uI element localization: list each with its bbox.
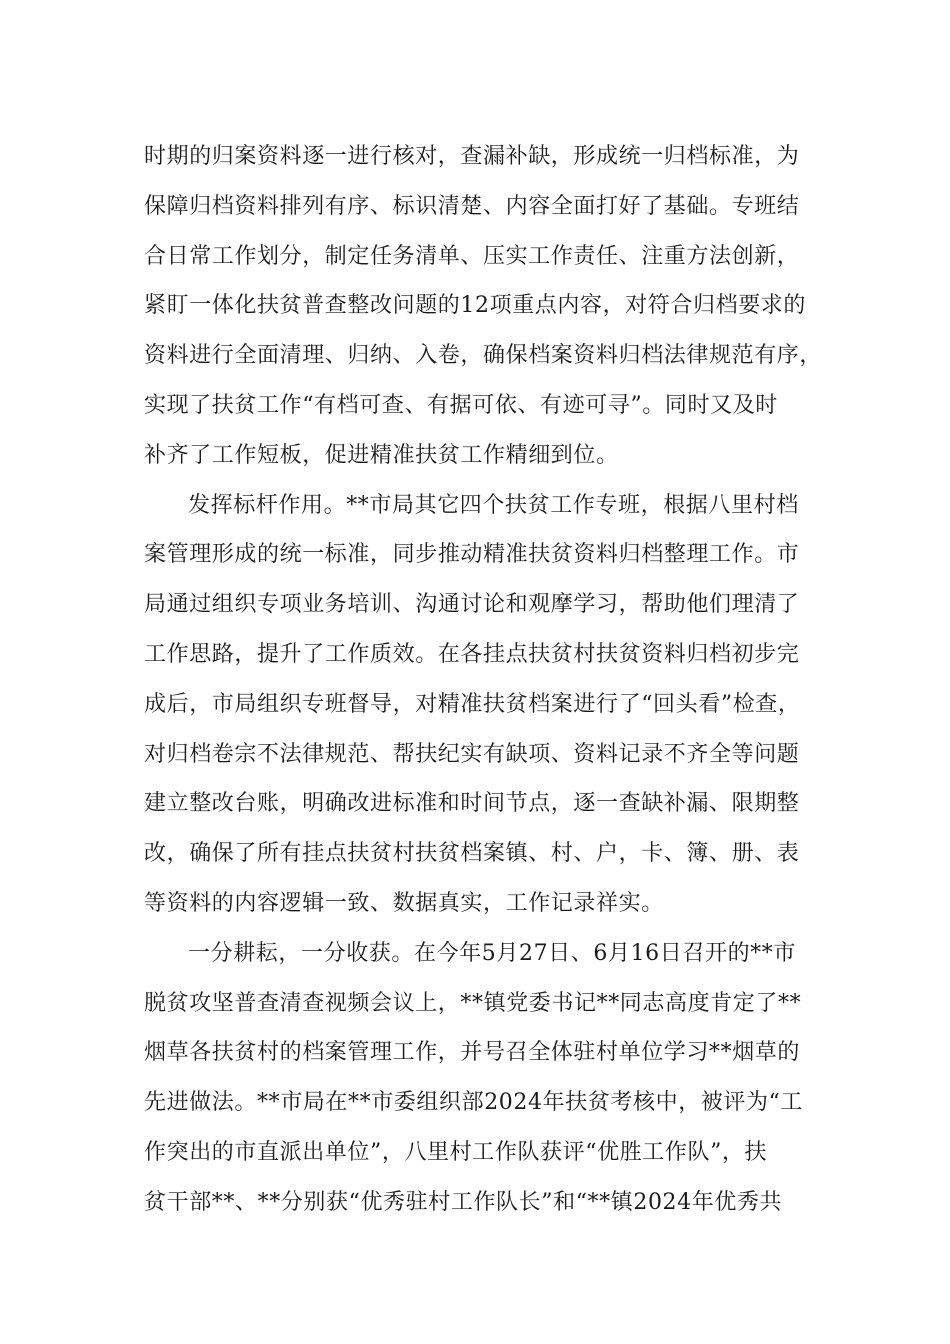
text-line: 烟草各扶贫村的档案管理工作，并号召全体驻村单位学习**烟草的 xyxy=(144,1040,801,1066)
text-line: 建立整改台账，明确改进标准和时间节点，逐一查缺补漏、限期整 xyxy=(144,791,800,817)
text-line: 保障归档资料排列有序、标识清楚、内容全面打好了基础。专班结 xyxy=(144,193,800,219)
paragraph-start-line: 一分耕耘，一分收获。在今年5月27日、6月16日召开的**市 xyxy=(188,940,796,966)
body-text xyxy=(144,132,834,1228)
text-line: 成后，市局组织专班督导，对精准扶贫档案进行了“回头看”检查， xyxy=(144,691,801,717)
text-line: 紧盯一体化扶贫普查整改问题的12项重点内容，对符合归档要求的 xyxy=(144,293,806,319)
text-line: 合日常工作划分，制定任务清单、压实工作责任、注重方法创新， xyxy=(144,243,800,269)
text-line: 贫干部**、**分别获“优秀驻村工作队长”和“**镇2024年优秀共 xyxy=(144,1189,783,1215)
text-line: 时期的归案资料逐一进行核对，查漏补缺，形成统一归档标准，为 xyxy=(144,144,800,169)
text-line: 补齐了工作短板，促进精准扶贫工作精细到位。 xyxy=(144,442,619,468)
paragraph-start-line: 发挥标杆作用。**市局其它四个扶贫工作专班，根据八里村档 xyxy=(188,492,799,518)
text-line: 等资料的内容逻辑一致、数据真实，工作记录祥实。 xyxy=(144,890,664,916)
text-line: 案管理形成的统一标准，同步推动精准扶贫资料归档整理工作。市 xyxy=(144,542,800,568)
text-line: 资料进行全面清理、归纳、入卷，确保档案资料归档法律规范有序， xyxy=(144,343,823,369)
text-line: 实现了扶贫工作“有档可查、有据可依、有迹可寻”。同时又及时 xyxy=(144,392,778,418)
text-line: 局通过组织专项业务培训、沟通讨论和观摩学习，帮助他们理清了 xyxy=(144,592,800,618)
text-line: 先进做法。**市局在**市委组织部2024年扶贫考核中，被评为“工 xyxy=(144,1090,804,1116)
text-line: 工作思路，提升了工作质效。在各挂点扶贫村扶贫资料归档初步完 xyxy=(144,641,800,667)
text-line: 脱贫攻坚普查清查视频会议上，**镇党委书记**同志高度肯定了** xyxy=(144,990,802,1016)
text-line: 对归档卷宗不法律规范、帮扶纪实有缺项、资料记录不齐全等问题 xyxy=(144,741,800,767)
text-line: 作突出的市直派出单位”，八里村工作队获评“优胜工作队”，扶 xyxy=(144,1139,768,1165)
text-line: 改，确保了所有挂点扶贫村扶贫档案镇、村、户，卡、簿、册、表 xyxy=(144,841,800,867)
